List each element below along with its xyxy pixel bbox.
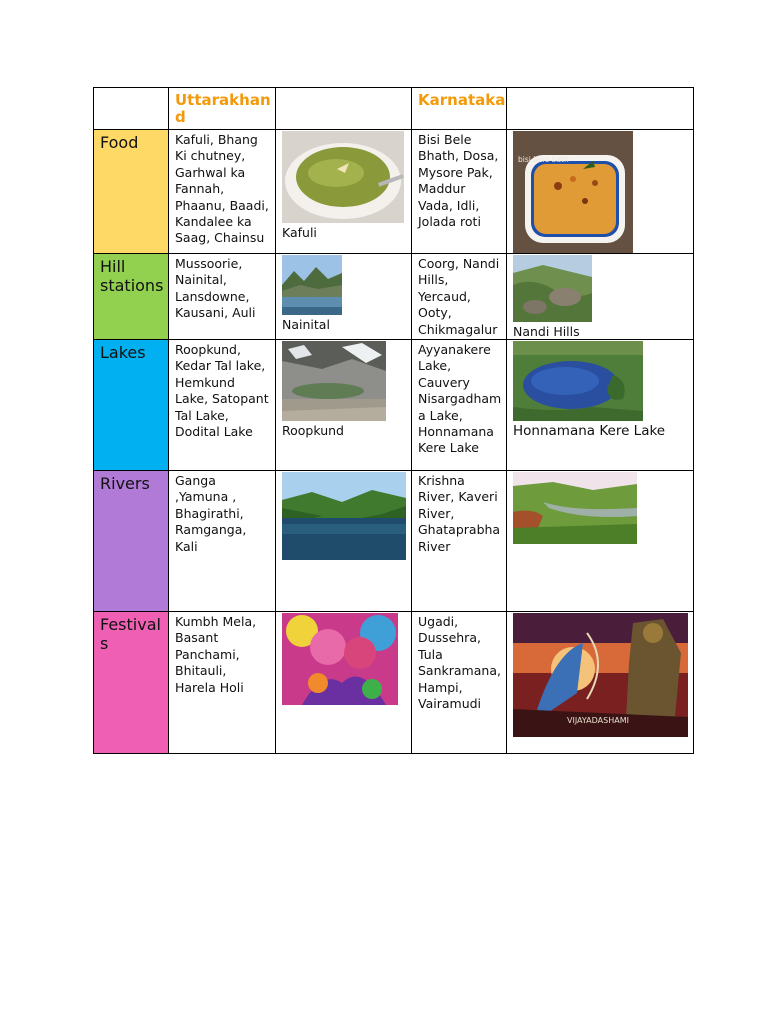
ka-lakes-text: Ayyanakere Lake, Cauvery Nisargadham a Lake, Honnamana Kere Lake (412, 340, 507, 471)
row-label-hill-stations: Hill stations (94, 254, 169, 340)
ka-festivals-text: Ugadi, Dussehra, Tula Sankramana, Hampi, Vairamudi (412, 612, 507, 754)
nainital-image (282, 255, 342, 315)
river-valley-image (282, 472, 406, 560)
ka-rivers-text: Krishna River, Kaveri River, Ghataprabha River (412, 471, 507, 612)
row-festivals (94, 612, 694, 754)
header-empty-cell (276, 88, 412, 130)
uk-food-caption: Kafuli (282, 225, 317, 240)
row-label-festivals: Festivals (94, 612, 169, 754)
uk-festivals-text: Kumbh Mela, Basant Panchami, Bhitauli, Harela Holi (169, 612, 276, 754)
ka-hill-caption: Nandi Hills (513, 324, 580, 339)
uk-food-text: Kafuli, Bhang Ki chutney, Garhwal ka Fannah, Phaanu, Baadi, Kandalee ka Saag, Chainsu (169, 130, 276, 254)
honnamana-kere-lake-image (513, 341, 643, 421)
ka-lakes-picture-cell (507, 340, 694, 471)
uk-lakes-picture-cell (276, 340, 412, 471)
uk-rivers-picture-cell (276, 471, 412, 612)
comparison-table (93, 87, 694, 754)
uk-festivals-picture-cell (276, 612, 412, 754)
vijayadashami-image (513, 613, 688, 737)
header-row (94, 88, 694, 130)
ka-hill-picture-cell (507, 254, 694, 340)
ka-hill-text: Coorg, Nandi Hills, Yercaud, Ooty, Chikmagalur (412, 254, 507, 340)
ka-food-text: Bisi Bele Bhath, Dosa, Mysore Pak, Maddur Vada, Idli, Jolada roti (412, 130, 507, 254)
row-label-rivers: Rivers (94, 471, 169, 612)
ka-food-picture-cell (507, 130, 694, 254)
ka-festivals-picture-cell (507, 612, 694, 754)
header-karnataka: Karnataka (412, 88, 507, 130)
header-uttarakhand: Uttarakhand (169, 88, 276, 130)
holi-image (282, 613, 398, 705)
uk-hill-picture-cell (276, 254, 412, 340)
uk-hill-caption: Nainital (282, 317, 330, 332)
row-rivers (94, 471, 694, 612)
uk-rivers-text: Ganga ,Yamuna , Bhagirathi, Ramganga, Kali (169, 471, 276, 612)
uk-lakes-caption: Roopkund (282, 423, 344, 438)
ka-rivers-picture-cell (507, 471, 694, 612)
row-label-food: Food (94, 130, 169, 254)
row-lakes (94, 340, 694, 471)
nandi-hills-image (513, 255, 592, 322)
vijayadashami-image-text: VIJAYADASHAMI (567, 716, 629, 725)
bisi-bele-bath-image (513, 131, 633, 253)
kafuli-image (282, 131, 404, 223)
row-label-lakes: Lakes (94, 340, 169, 471)
ka-lakes-caption: Honnamana Kere Lake (513, 423, 666, 439)
ghataprabha-river-image (513, 472, 637, 544)
row-food (94, 130, 694, 254)
roopkund-image (282, 341, 386, 421)
header-empty-cell (507, 88, 694, 130)
bisi-bele-bath-image-text: bisi bele bath (518, 155, 569, 164)
corner-cell (94, 88, 169, 130)
uk-food-picture-cell (276, 130, 412, 254)
row-hill-stations (94, 254, 694, 340)
uk-lakes-text: Roopkund, Kedar Tal lake, Hemkund Lake, Satopant Tal Lake, Dodital Lake (169, 340, 276, 471)
uk-hill-text: Mussoorie, Nainital, Lansdowne, Kausani, Auli (169, 254, 276, 340)
